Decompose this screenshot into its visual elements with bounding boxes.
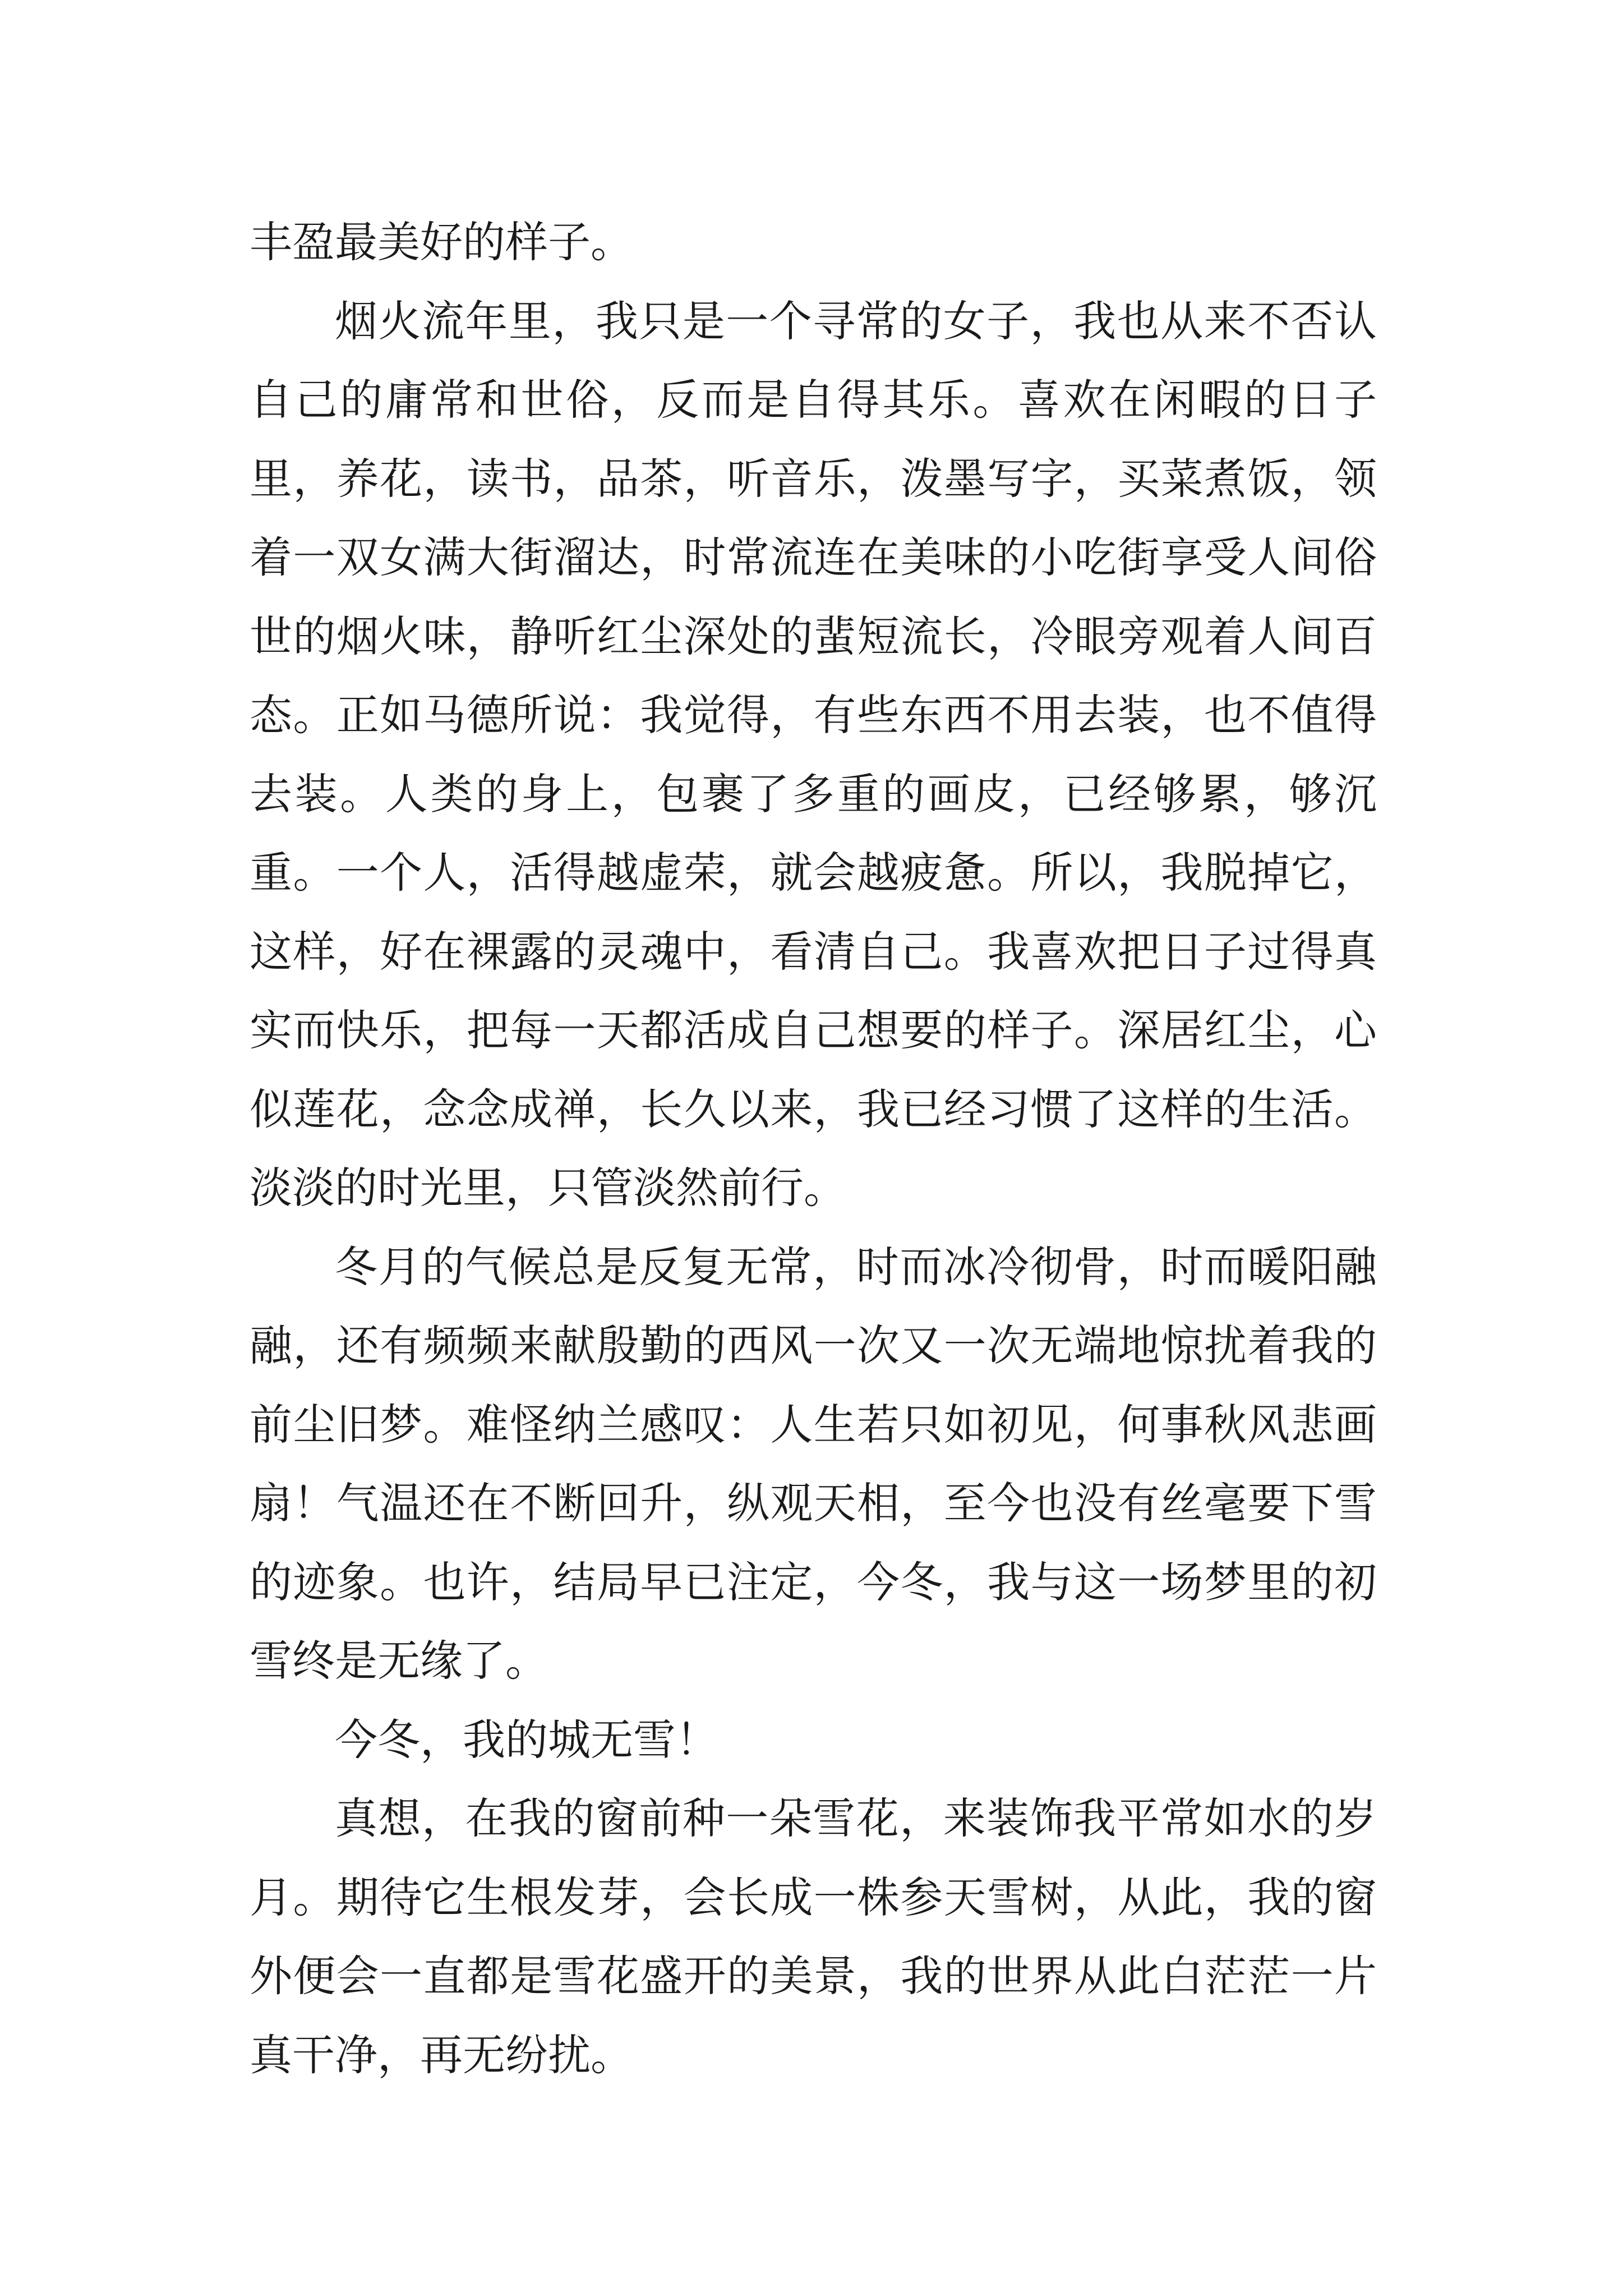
paragraph: 烟火流年里，我只是一个寻常的女子，我也从来不否认自己的庸常和世俗，反而是自得其乐。喜欢在闲暇的日子里，养花，读书，品茶，听音乐，泼墨写字，买菜煮饭，领着一双女满大街溜达，时常流连在美味的小吃街享受人间俗世的烟火味，静听红尘深处的蜚短流长，冷眼旁观着人间百态。正如马德所说：我觉得，有些东西不用去装，也不值得去装。人类的身上，包裹了多重的画皮，已经够累，够沉重。一个人，活得越虚荣，就会越疲惫。所以，我脱掉它，这样，好在裸露的灵魂中，看清自己。我喜欢把日子过得真实而快乐，把每一天都活成自己想要的样子。深居红尘，心似莲花，念念成禅，长久以来，我已经习惯了这样的生活。淡淡的时光里，只管淡然前行。 <box>250 296 1377 1213</box>
paragraph: 真想，在我的窗前种一朵雪花，来装饰我平常如水的岁月。期待它生根发芽，会长成一株参天雪树，从此，我的窗外便会一直都是雪花盛开的美景，我的世界从此白茫茫一片真干净，再无纷扰。 <box>250 1793 1377 2080</box>
paragraph: 冬月的气候总是反复无常，时而冰冷彻骨，时而暖阳融融，还有频频来献殷勤的西风一次又一次无端地惊扰着我的前尘旧梦。难怪纳兰感叹：人生若只如初见，何事秋风悲画扇！气温还在不断回升，纵观天相，至今也没有丝毫要下雪的迹象。也许，结局早已注定，今冬，我与这一场梦里的初雪终是无缘了。 <box>250 1241 1377 1686</box>
paragraph: 今冬，我的城无雪！ <box>335 1714 718 1765</box>
paragraph-continued: 丰盈最美好的样子。 <box>250 217 633 267</box>
document-body <box>250 203 1377 2095</box>
